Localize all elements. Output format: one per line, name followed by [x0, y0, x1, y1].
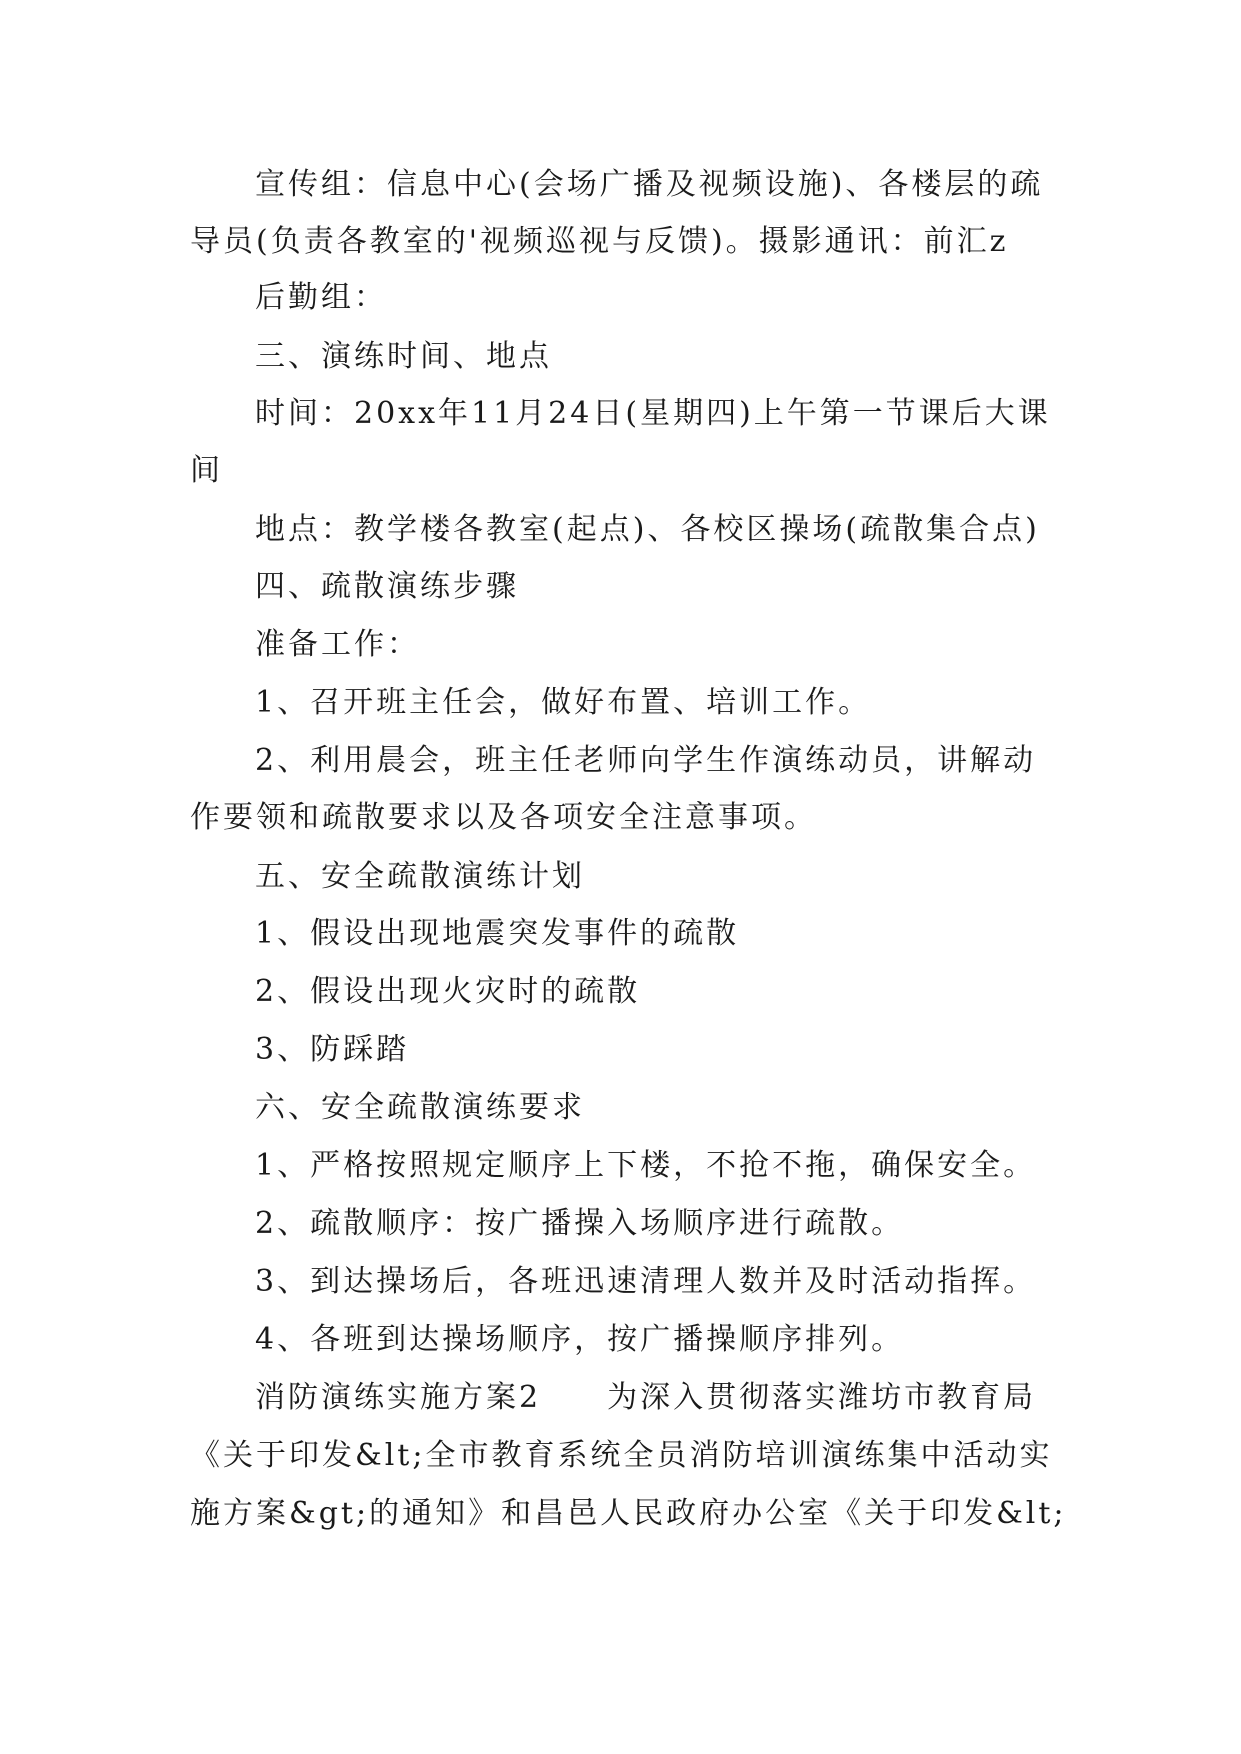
- text-line-20: 3、到达操场后，各班迅速清理人数并及时活动指挥。: [255, 1264, 1037, 1299]
- text-line-21: 4、各班到达操场顺序，按广播操顺序排列。: [255, 1322, 905, 1357]
- text-line-3: 后勤组：: [255, 280, 387, 315]
- text-line-9: 准备工作：: [255, 627, 420, 662]
- text-line-18: 1、严格按照规定顺序上下楼，不抢不拖，确保安全。: [255, 1148, 1037, 1183]
- text-line-22: 消防演练实施方案2 为深入贯彻落实潍坊市教育局: [255, 1380, 1037, 1415]
- text-line-8: 四、疏散演练步骤: [255, 569, 519, 604]
- text-line-13: 五、安全疏散演练计划: [255, 859, 585, 894]
- text-line-4: 三、演练时间、地点: [255, 339, 552, 374]
- text-line-7: 地点：教学楼各教室(起点)、各校区操场(疏散集合点): [255, 512, 1040, 547]
- text-line-17: 六、安全疏散演练要求: [255, 1090, 585, 1125]
- text-line-19: 2、疏散顺序：按广播操入场顺序进行疏散。: [255, 1206, 905, 1241]
- text-line-2: 导员(负责各教室的'视频巡视与反馈)。摄影通讯：前汇z: [190, 224, 1009, 259]
- text-line-6: 间: [190, 453, 223, 488]
- text-line-5: 时间：20xx年11月24日(星期四)上午第一节课后大课: [255, 396, 1051, 431]
- text-line-12: 作要领和疏散要求以及各项安全注意事项。: [190, 800, 817, 835]
- text-line-24: 施方案&gt;的通知》和昌邑人民政府办公室《关于印发&lt;: [190, 1496, 1067, 1531]
- text-line-14: 1、假设出现地震突发事件的疏散: [255, 916, 740, 951]
- text-line-10: 1、召开班主任会，做好布置、培训工作。: [255, 685, 872, 720]
- text-line-11: 2、利用晨会，班主任老师向学生作演练动员，讲解动: [255, 743, 1037, 778]
- text-line-23: 《关于印发&lt;全市教育系统全员消防培训演练集中活动实: [190, 1438, 1053, 1473]
- text-line-16: 3、防踩踏: [255, 1032, 410, 1067]
- text-line-15: 2、假设出现火灾时的疏散: [255, 974, 641, 1009]
- text-line-1: 宣传组：信息中心(会场广播及视频设施)、各楼层的疏: [255, 167, 1044, 202]
